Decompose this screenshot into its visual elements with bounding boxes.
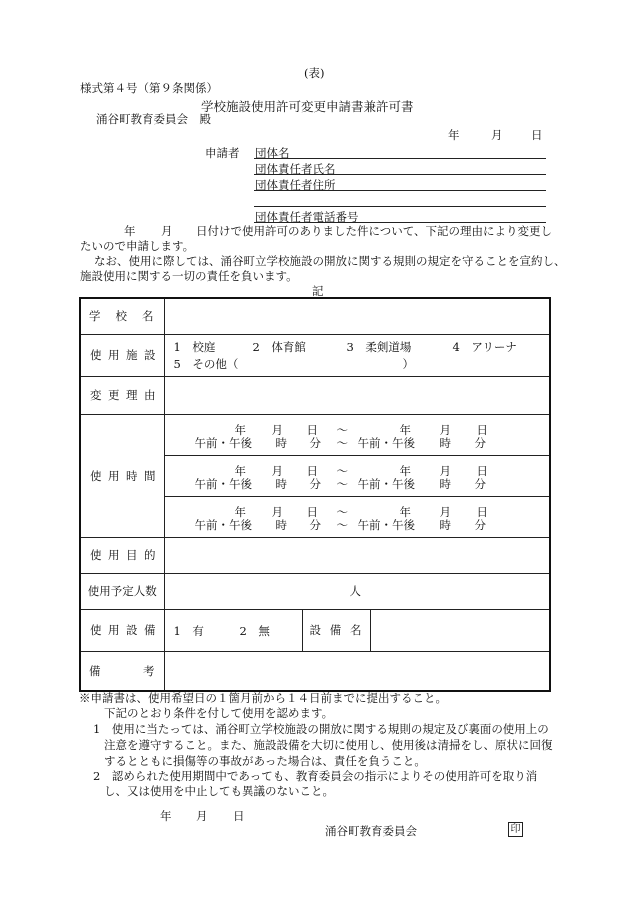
time-end-minute: 分 bbox=[474, 476, 486, 491]
time-start-day: 日 bbox=[306, 504, 318, 519]
condition-2b: し、又は使用を中止しても異議のないこと。 bbox=[104, 784, 334, 798]
time-tilde: ～ bbox=[336, 504, 348, 519]
representative-label: 団体責任者氏名 bbox=[255, 162, 336, 176]
intro-line4: 施設使用に関する一切の責任を負います。 bbox=[80, 269, 298, 283]
facility-opt-judo-hall[interactable]: 3 柔剣道場 bbox=[346, 340, 412, 354]
time-end-day: 日 bbox=[476, 422, 488, 437]
time-end-month: 月 bbox=[439, 422, 451, 437]
headcount-unit: 人 bbox=[349, 584, 361, 598]
time-slot[interactable] bbox=[165, 456, 550, 497]
purpose-field[interactable] bbox=[164, 537, 550, 573]
intro-year: 年 bbox=[124, 224, 136, 238]
time-tilde: ～ bbox=[336, 422, 348, 437]
time-start-hour: 時 bbox=[275, 517, 287, 532]
header-date-day: 日 bbox=[531, 128, 543, 142]
headcount-field[interactable] bbox=[164, 573, 550, 609]
footer-date-day: 日 bbox=[233, 809, 245, 823]
facility-options bbox=[164, 334, 550, 376]
footer-date-month: 月 bbox=[196, 809, 208, 823]
addressee: 涌谷町教育委員会 殿 bbox=[96, 112, 211, 126]
time-end-hour: 時 bbox=[439, 435, 451, 450]
facility-opt-schoolyard[interactable]: 1 校庭 bbox=[173, 340, 216, 354]
facility-opt-arena[interactable]: 4 アリーナ bbox=[452, 340, 517, 354]
time-end-minute: 分 bbox=[474, 435, 486, 450]
time-start-month: 月 bbox=[271, 422, 283, 437]
time-end-day: 日 bbox=[476, 463, 488, 478]
time-start-month: 月 bbox=[271, 463, 283, 478]
time-start-minute: 分 bbox=[309, 435, 321, 450]
time-end-ampm: 午前・午後 bbox=[357, 435, 415, 450]
time-start-ampm: 午前・午後 bbox=[194, 476, 252, 491]
equipment-name-field[interactable] bbox=[370, 609, 550, 651]
condition-2a: 2 認められた使用期間中であっても、教育委員会の指示によりその使用許可を取り消 bbox=[93, 769, 538, 783]
time-start-month: 月 bbox=[271, 504, 283, 519]
time-slot[interactable] bbox=[165, 497, 550, 537]
footer-date-year: 年 bbox=[160, 809, 172, 823]
equipment-opt-yes[interactable]: 1 有 bbox=[173, 624, 204, 638]
time-end-ampm: 午前・午後 bbox=[357, 476, 415, 491]
row-equipment: 使 用 設 備 1 有 2 無 設 備 名 bbox=[80, 609, 550, 651]
address-label: 団体責任者住所 bbox=[255, 178, 336, 192]
equipment-opt-no[interactable]: 2 無 bbox=[239, 624, 270, 638]
submit-note: ※申請書は、使用希望日の１箇月前から１４日前までに提出すること。 bbox=[79, 691, 447, 705]
time-start-year: 年 bbox=[234, 422, 246, 437]
form-number: 様式第４号（第９条関係） bbox=[80, 81, 218, 95]
group-name-label: 団体名 bbox=[255, 146, 290, 160]
reason-field[interactable] bbox=[164, 376, 550, 414]
time-start-minute: 分 bbox=[309, 517, 321, 532]
equipment-options bbox=[164, 609, 302, 651]
facility-opt-other[interactable]: 5 その他（ bbox=[173, 357, 239, 371]
time-start-hour: 時 bbox=[275, 476, 287, 491]
phone-label: 団体責任者電話番号 bbox=[255, 210, 359, 224]
address-line[interactable] bbox=[254, 190, 546, 191]
time-start-ampm: 午前・午後 bbox=[194, 435, 252, 450]
issuer: 涌谷町教育委員会 bbox=[325, 824, 417, 838]
time-start-ampm: 午前・午後 bbox=[194, 517, 252, 532]
condition-1a: 1 使用に当たっては、涌谷町立学校施設の開放に関する規則の規定及び裏面の使用上の bbox=[93, 722, 549, 736]
time-end-minute: 分 bbox=[474, 517, 486, 532]
row-remarks: 備 考 bbox=[80, 651, 550, 691]
condition-1c: するとともに損傷等の事故があった場合は、責任を負うこと。 bbox=[104, 754, 426, 768]
condition-1b: 注意を遵守すること。また、施設設備を大切に使用し、使用後は清掃をし、原状に回復 bbox=[104, 738, 553, 752]
time-tilde: ～ bbox=[336, 435, 348, 450]
time-tilde: ～ bbox=[336, 463, 348, 478]
form-title: 学校施設使用許可変更申請書兼許可書 bbox=[201, 99, 414, 114]
intro-line2: たいので申請します。 bbox=[80, 239, 195, 253]
application-table bbox=[79, 297, 551, 692]
representative-line[interactable] bbox=[254, 174, 546, 175]
header-date-year: 年 bbox=[448, 128, 460, 142]
header-date-month: 月 bbox=[491, 128, 503, 142]
time-start-day: 日 bbox=[306, 422, 318, 437]
intro-line1: 日付けで使用許可のありました件について、下記の理由により変更し bbox=[196, 224, 553, 238]
time-end-day: 日 bbox=[476, 504, 488, 519]
facility-opt-other-close: ） bbox=[402, 357, 414, 371]
time-end-month: 月 bbox=[439, 504, 451, 519]
side-label: (表) bbox=[304, 66, 325, 80]
time-start-year: 年 bbox=[234, 463, 246, 478]
row-facility: 使 用 施 設 1 校庭 2 体育館 3 柔剣道場 4 アリーナ 5 その他（ ） bbox=[80, 334, 550, 376]
time-tilde: ～ bbox=[336, 517, 348, 532]
row-reason: 変 更 理 由 bbox=[80, 376, 550, 414]
time-start-minute: 分 bbox=[309, 476, 321, 491]
row-usage-time: 使 用 時 間 年 月 日 ～ 年 月 日 午前・午後 時 分 ～ 午前・午後 時 分 年 月 日 ～ 年 月 日 午前・午後 時 分 ～ 午前・午後 時 分 年 月 日 ～ 年 月 日 午前・午後 時 分 ～ 午前・午後 時 分 bbox=[80, 414, 550, 537]
time-end-hour: 時 bbox=[439, 517, 451, 532]
intro-month: 月 bbox=[161, 224, 173, 238]
time-end-year: 年 bbox=[399, 463, 411, 478]
time-start-day: 日 bbox=[306, 463, 318, 478]
school-name-field[interactable] bbox=[164, 298, 550, 334]
time-slot[interactable] bbox=[165, 415, 550, 456]
time-tilde: ～ bbox=[336, 476, 348, 491]
permit-line: 下記のとおり条件を付して使用を認めます。 bbox=[104, 706, 334, 720]
applicant-label: 申請者 bbox=[205, 146, 240, 160]
time-end-hour: 時 bbox=[439, 476, 451, 491]
remarks-field[interactable] bbox=[164, 651, 550, 691]
facility-opt-gym[interactable]: 2 体育館 bbox=[252, 340, 306, 354]
time-end-year: 年 bbox=[399, 504, 411, 519]
row-school-name: 学 校 名 bbox=[80, 298, 550, 334]
time-end-year: 年 bbox=[399, 422, 411, 437]
address-line-2[interactable] bbox=[254, 206, 546, 207]
intro-line3: なお、使用に際しては、涌谷町立学校施設の開放に関する規則の規定を守ることを宣約し、 bbox=[94, 254, 566, 268]
group-name-line[interactable] bbox=[254, 158, 546, 159]
time-start-year: 年 bbox=[234, 504, 246, 519]
time-end-ampm: 午前・午後 bbox=[357, 517, 415, 532]
seal-mark: 印 bbox=[508, 822, 523, 837]
time-end-month: 月 bbox=[439, 463, 451, 478]
time-start-hour: 時 bbox=[275, 435, 287, 450]
ki-label: 記 bbox=[312, 284, 324, 298]
row-purpose: 使 用 目 的 bbox=[80, 537, 550, 573]
row-headcount: 使用予定人数 人 bbox=[80, 573, 550, 609]
